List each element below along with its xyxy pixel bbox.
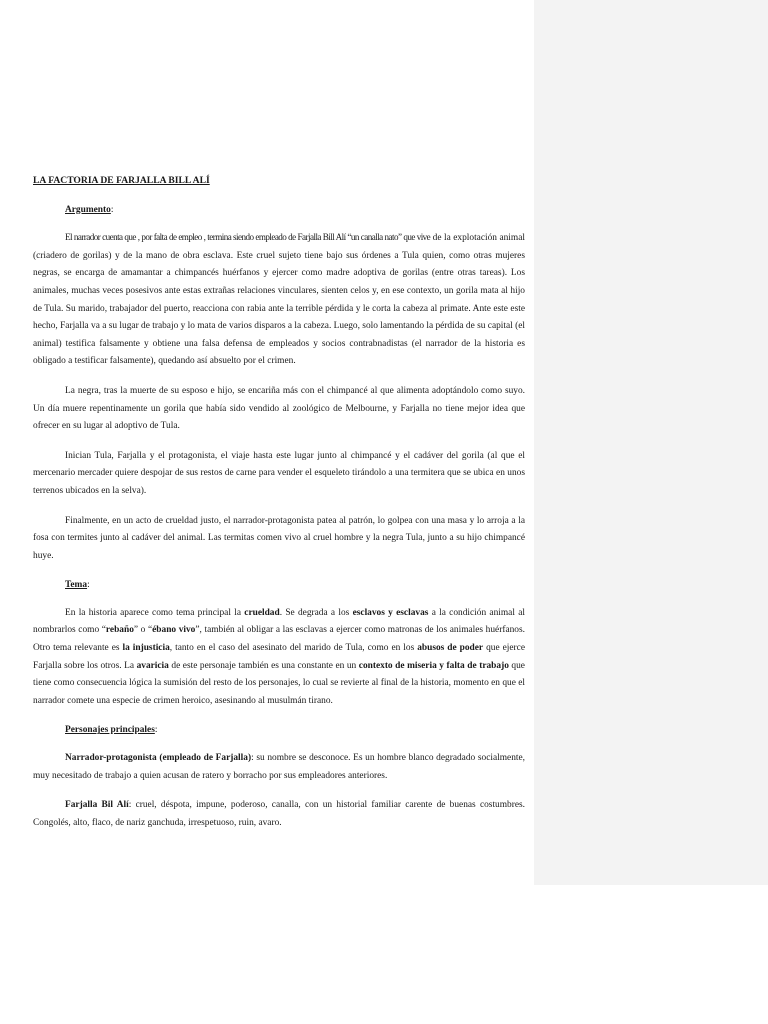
text-run: que ejerce Farjalla sobre los otros. La <box>33 643 525 671</box>
character-description: : su nombre se desconoce. Es un hombre blanco degradado socialmente, muy necesitado de trabajo a quien acusan de ratero y borracho por sus empleadores anteriores. <box>33 753 525 781</box>
document-body <box>33 172 525 844</box>
argumento-paragraph-1 <box>33 229 525 371</box>
text-run: ”, también al obligar a las esclavas a ejercer como matronas de los animales huérfanos. Otro tema relevante es <box>33 625 525 654</box>
argumento-paragraph-1-lead: El narrador cuenta que , por falta de empleo , termina siendo empleado de Farjalla Bill Alí “un canalla nato” que vive <box>65 232 431 243</box>
heading-label: Argumento <box>65 204 111 215</box>
section-heading-tema <box>33 577 525 595</box>
bold-term: ébano vivo <box>152 625 196 636</box>
text-run: ” o “ <box>133 625 153 636</box>
character-name: Narrador-protagonista (empleado de Farjalla) <box>65 753 252 764</box>
text-run: , tanto en el caso del asesinato del marido de Tula, como en los <box>169 643 418 654</box>
text-run: . Se degrada a los <box>279 607 353 618</box>
character-description: : cruel, déspota, impune, poderoso, canalla, con un historial familiar carente de buenas costumbres. Congolés, alto, flaco, de nariz ganchuda, irrespetuoso, ruin, avaro. <box>33 800 525 828</box>
character-farjalla <box>33 797 525 832</box>
argumento-paragraph-4: Finalmente, en un acto de crueldad justo, el narrador-protagonista patea al patrón, lo golpea con una masa y lo arroja a la fosa con termites junto al cadáver del animal. Las termitas comen vivo al cruel hombre y la negra Tula, junto a su hijo chimpancé huye. <box>33 515 525 561</box>
heading-colon: : <box>154 725 158 736</box>
bold-term: la injusticia <box>122 643 170 654</box>
argumento-paragraph-3: Inician Tula, Farjalla y el protagonista, el viaje hasta este lugar junto al chimpancé y el cadáver del gorila (al que el mercenario mercader quiere despojar de sus restos de carne para vender el esqueleto tirándolo a una termitera que se ubica en unos terrenos ubicados en la selva). <box>33 450 525 496</box>
comment-pane <box>534 0 768 885</box>
heading-label: Tema <box>65 580 88 591</box>
bold-term: esclavos y esclavas <box>352 607 429 618</box>
bold-term: crueldad <box>244 607 280 618</box>
argumento-paragraph-2: La negra, tras la muerte de su esposo e hijo, se encariña más con el chimpancé al que alimenta adoptándolo como suyo. Un día muere repentinamente un gorila que había sido vendido al zoológico de Melbourne, y Farjalla no tiene mejor idea que ofrecer en su lugar al adoptivo de Tula. <box>33 385 525 432</box>
heading-colon: : <box>110 204 114 215</box>
argumento-paragraph-1-body: de la explotación animal (criadero de gorilas) y de la mano de obra esclava. Este cruel sujeto tiene bajo sus órdenes a Tula quien, como otras mujeres negras, se encarga de amamantar a chimpancés huérfanos y ejercer como madre adoptiva de gorilas (entre otras tareas). Los animales, muchas veces posesivos ante estas extrañas relaciones vinculares, sienten celos y, en ese contexto, un gorila mata al hijo de Tula. Su marido, trabajador del puerto, reacciona con rabia ante la terrible pérdida y le corta la cabeza al primate. Ante este este hecho, Farjalla va a su lugar de trabajo y lo mata de varios disparos a la cabeza. Luego, solo lamentando la pérdida de su capital (el animal) testifica falsamente y obtiene una falsa defensa de empleados y socios contrabnadistas (el narrador de la historia es obligado a testificar falsamente), quedando así absuelto por el crimen. <box>33 233 525 367</box>
text-run: de este personaje también es una constante en un <box>168 660 359 671</box>
document-title: LA FACTORIA DE FARJALLA BILL ALÍ <box>33 175 210 186</box>
bold-term: contexto de miseria y falta de trabajo <box>358 660 509 671</box>
heading-colon: : <box>87 580 90 591</box>
section-heading-personajes <box>33 722 525 740</box>
bold-term: rebaño <box>105 625 134 636</box>
text-run: En la historia aparece como tema principal la <box>65 607 245 618</box>
heading-label: Personajes principales <box>65 725 155 736</box>
text-run: que tiene como consecuencia lógica la sumisión del resto de los personajes, lo cual se revierte al final de la historia, momento en que el narrador comete una especie de crimen heroico, asesinando al musulmán tirano. <box>33 660 525 706</box>
character-name: Farjalla Bil Alí <box>65 800 129 811</box>
tema-paragraph <box>33 605 525 711</box>
character-narrador <box>33 750 525 785</box>
bold-term: avaricia <box>136 660 169 671</box>
section-heading-argumento <box>33 202 525 220</box>
text-run: a la condición animal al nombrarlos como “ <box>33 607 525 636</box>
bold-term: abusos de poder <box>417 643 484 654</box>
